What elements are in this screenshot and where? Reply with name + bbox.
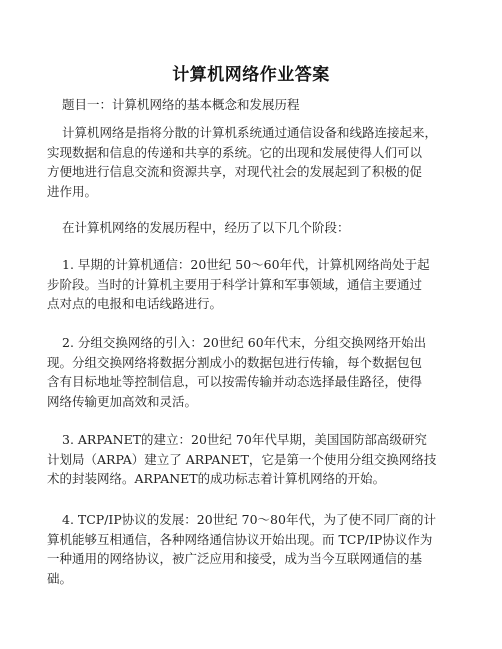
paragraph-stage-4 [47, 510, 467, 588]
text-line: 现。分组交换网络将数据分割成小的数据包进行传输，每个数据包包 [47, 354, 423, 370]
text-line: 4. TCP/IP协议的发展：20世纪 70～80年代，为了使不同厂商的计 [62, 512, 436, 527]
text-line: 1. 早期的计算机通信：20世纪 50～60年代，计算机网络尚处于起 [62, 257, 430, 272]
document-title: 计算机网络作业答案 [172, 65, 330, 85]
paragraph-stage-3 [47, 430, 467, 489]
text-line: 实现数据和信息的传递和共享的系统。它的出现和发展使得人们可以 [47, 144, 423, 160]
paragraph-stages-intro [47, 218, 467, 238]
paragraph-stage-1 [47, 255, 467, 314]
paragraph-intro [47, 123, 467, 201]
text-line: 术的封装网络。ARPANET的成功标志着计算机网络的开始。 [47, 471, 386, 486]
text-line: 3. ARPANET的建立：20世纪 70年代早期，美国国防部高级研究 [62, 432, 427, 447]
topic-heading: 题目一：计算机网络的基本概念和发展历程 [62, 97, 300, 112]
text-line: 算机能够互相通信，各种网络通信协议开始出现。而 TCP/IP协议作为 [47, 531, 433, 547]
text-line: 础。 [47, 570, 73, 586]
text-line: 一种通用的网络协议，被广泛应用和接受，成为当今互联网通信的基 [47, 551, 423, 566]
text-line: 进作用。 [47, 183, 98, 199]
text-line: 2. 分组交换网络的引入：20世纪 60年代末，分组交换网络开始出 [62, 335, 427, 350]
text-line: 方便地进行信息交流和资源共享，对现代社会的发展起到了积极的促 [47, 164, 423, 179]
text-line: 在计算机网络的发展历程中，经历了以下几个阶段： [62, 220, 350, 235]
text-line: 步阶段。当时的计算机主要用于科学计算和军事领域，通信主要通过 [47, 276, 423, 292]
text-line: 含有目标地址等控制信息，可以按需传输并动态选择最佳路径，使得 [47, 374, 423, 389]
text-line: 网络传输更加高效和灵活。 [47, 393, 198, 409]
text-line: 计算机网络是指将分散的计算机系统通过通信设备和线路连接起来， [62, 125, 438, 140]
text-line: 计划局（ARPA）建立了 ARPANET，它是第一个使用分组交换网络技 [47, 451, 437, 467]
text-line: 点对点的电报和电话线路进行。 [47, 296, 223, 311]
paragraph-stage-2 [47, 333, 467, 411]
